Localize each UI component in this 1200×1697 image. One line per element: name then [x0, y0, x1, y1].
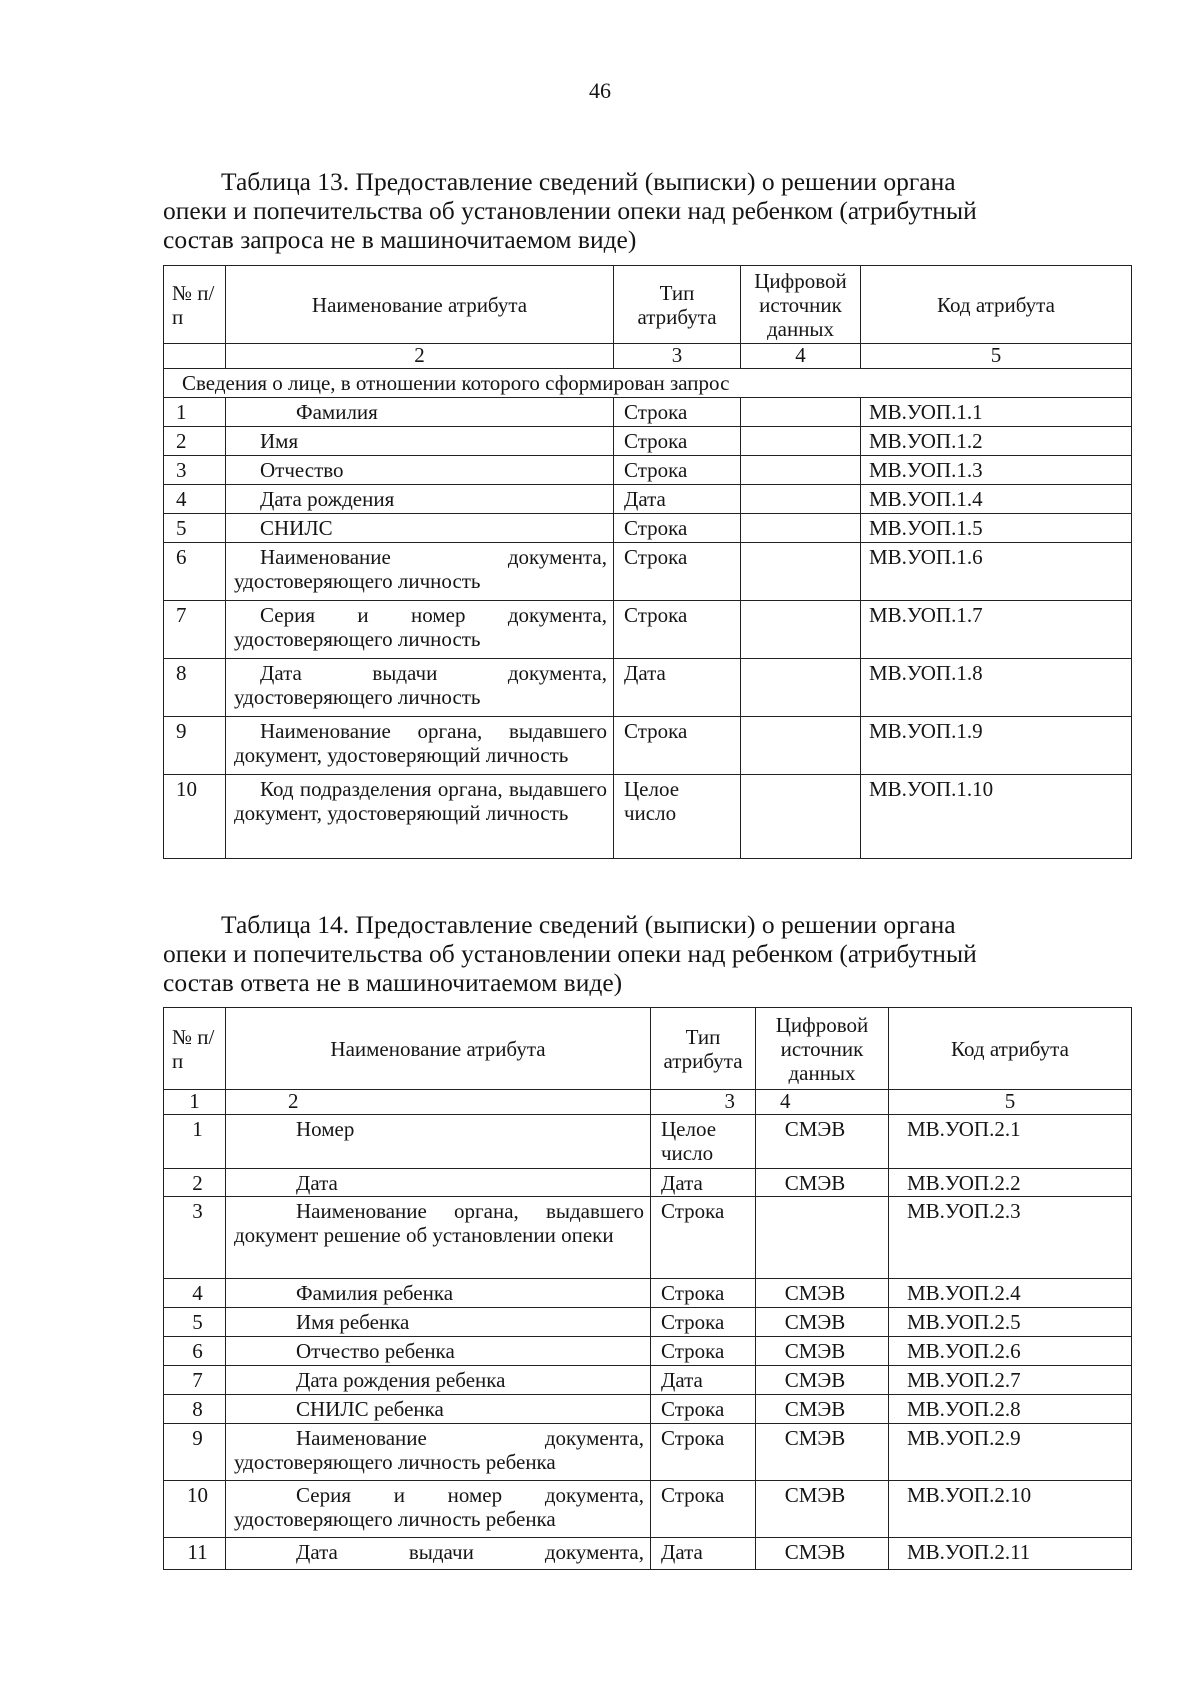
- row-name: [226, 717, 614, 775]
- row-num: 7: [164, 601, 226, 659]
- row-num: 11: [164, 1538, 226, 1570]
- table-row: [164, 717, 1132, 775]
- page-number: 46: [589, 78, 611, 103]
- row-code: МВ.УОП.1.9: [861, 717, 1132, 775]
- table-row: [164, 659, 1132, 717]
- table-row: [164, 485, 1132, 514]
- row-code: МВ.УОП.2.1: [889, 1115, 1132, 1169]
- column-number-row: [164, 1090, 1132, 1115]
- row-source: [741, 456, 861, 485]
- row-name: [226, 543, 614, 601]
- column-number: 4: [756, 1090, 889, 1115]
- table-row: [164, 775, 1132, 859]
- row-source: [741, 717, 861, 775]
- row-name-text: Имя: [260, 429, 299, 453]
- row-name-text: Серия и номер документа, удостоверяющего личность ребенка: [234, 1483, 644, 1531]
- row-code: МВ.УОП.1.10: [861, 775, 1132, 859]
- row-code: МВ.УОП.2.6: [889, 1337, 1132, 1366]
- row-type: Строка: [614, 717, 741, 775]
- row-name: [226, 1169, 651, 1197]
- table-row: [164, 1308, 1132, 1337]
- row-name: [226, 1366, 651, 1395]
- row-code: МВ.УОП.1.2: [861, 427, 1132, 456]
- row-code: МВ.УОП.1.4: [861, 485, 1132, 514]
- row-name-text: Наименование документа, удостоверяющего личность ребенка: [234, 1426, 644, 1474]
- table-row: [164, 1481, 1132, 1538]
- row-type: Строка: [651, 1481, 756, 1538]
- row-source: [741, 543, 861, 601]
- row-num: 2: [164, 427, 226, 456]
- row-source: СМЭВ: [756, 1308, 889, 1337]
- table-row: [164, 514, 1132, 543]
- caption-line: опеки и попечительства об установлении опеки над ребенком (атрибутный: [163, 939, 977, 968]
- row-num: 3: [164, 1197, 226, 1279]
- row-source: [741, 601, 861, 659]
- row-name: [226, 659, 614, 717]
- table-13-caption: [163, 167, 1120, 254]
- row-code: МВ.УОП.2.5: [889, 1308, 1132, 1337]
- row-name: [226, 1197, 651, 1279]
- column-number-row: [164, 344, 1132, 369]
- row-source: [741, 659, 861, 717]
- column-number: 5: [889, 1090, 1132, 1115]
- header-type: Тип атрибута: [614, 266, 741, 344]
- row-num: 10: [164, 775, 226, 859]
- row-num: 8: [164, 1395, 226, 1424]
- table-row: [164, 1279, 1132, 1308]
- row-code: МВ.УОП.1.8: [861, 659, 1132, 717]
- row-name-text: Код подразделения органа, выдавшего документ, удостоверяющий личность: [234, 777, 607, 825]
- row-type: Строка: [614, 601, 741, 659]
- row-name: [226, 485, 614, 514]
- table-row: [164, 1538, 1132, 1570]
- row-name-text: Имя ребенка: [296, 1310, 410, 1334]
- row-type: Строка: [651, 1337, 756, 1366]
- table-14: [163, 1007, 1132, 1570]
- header-name: Наименование атрибута: [226, 266, 614, 344]
- row-name: [226, 775, 614, 859]
- row-type: Строка: [651, 1197, 756, 1279]
- row-code: МВ.УОП.2.10: [889, 1481, 1132, 1538]
- row-num: 4: [164, 485, 226, 514]
- row-type: Целое число: [614, 775, 741, 859]
- table-row: [164, 427, 1132, 456]
- row-num: 10: [164, 1481, 226, 1538]
- row-num: 6: [164, 543, 226, 601]
- header-code: Код атрибута: [861, 266, 1132, 344]
- row-name: [226, 1538, 651, 1570]
- row-code: МВ.УОП.1.3: [861, 456, 1132, 485]
- row-code: МВ.УОП.2.11: [889, 1538, 1132, 1570]
- row-name-text: Отчество: [260, 458, 344, 482]
- column-number: [164, 344, 226, 369]
- row-name: [226, 1308, 651, 1337]
- row-num: 6: [164, 1337, 226, 1366]
- column-number: 1: [164, 1090, 226, 1115]
- row-name: [226, 1424, 651, 1481]
- row-type: Строка: [614, 427, 741, 456]
- table-row: [164, 601, 1132, 659]
- row-type: Дата: [651, 1169, 756, 1197]
- row-source: СМЭВ: [756, 1337, 889, 1366]
- row-name-text: Фамилия ребенка: [296, 1281, 454, 1305]
- row-source: [741, 485, 861, 514]
- row-name-text: СНИЛС ребенка: [296, 1397, 444, 1421]
- header-row: [164, 1008, 1132, 1090]
- row-name: [226, 1481, 651, 1538]
- row-num: 2: [164, 1169, 226, 1197]
- header-name: Наименование атрибута: [226, 1008, 651, 1090]
- row-source: СМЭВ: [756, 1538, 889, 1570]
- row-source: СМЭВ: [756, 1115, 889, 1169]
- column-number: 5: [861, 344, 1132, 369]
- table-row: [164, 1424, 1132, 1481]
- row-type: Строка: [614, 398, 741, 427]
- row-name-text: Наименование органа, выдавшего документ решение об установлении опеки: [234, 1199, 644, 1247]
- row-source: СМЭВ: [756, 1395, 889, 1424]
- table-13: [163, 265, 1132, 859]
- row-name-text: Наименование документа, удостоверяющего личность: [234, 545, 607, 593]
- table-row: [164, 456, 1132, 485]
- row-num: 5: [164, 1308, 226, 1337]
- row-code: МВ.УОП.2.3: [889, 1197, 1132, 1279]
- column-number: 3: [614, 344, 741, 369]
- row-type: Строка: [651, 1308, 756, 1337]
- column-number: 4: [741, 344, 861, 369]
- header-type: Тип атрибута: [651, 1008, 756, 1090]
- row-num: 8: [164, 659, 226, 717]
- row-name: [226, 1115, 651, 1169]
- section-title: Сведения о лице, в отношении которого сформирован запрос: [164, 369, 1132, 398]
- row-name-text: Отчество ребенка: [296, 1339, 455, 1363]
- caption-line: состав запроса не в машиночитаемом виде): [163, 225, 637, 254]
- row-code: МВ.УОП.1.7: [861, 601, 1132, 659]
- column-number: 2: [226, 1090, 651, 1115]
- row-code: МВ.УОП.2.8: [889, 1395, 1132, 1424]
- table-row: [164, 1395, 1132, 1424]
- row-source: [741, 514, 861, 543]
- caption-line: состав ответа не в машиночитаемом виде): [163, 968, 623, 997]
- row-code: МВ.УОП.2.4: [889, 1279, 1132, 1308]
- row-code: МВ.УОП.1.1: [861, 398, 1132, 427]
- row-name-text: Дата: [296, 1171, 338, 1195]
- header-code: Код атрибута: [889, 1008, 1132, 1090]
- row-type: Строка: [614, 543, 741, 601]
- row-code: МВ.УОП.2.9: [889, 1424, 1132, 1481]
- row-source: СМЭВ: [756, 1481, 889, 1538]
- row-type: Целое число: [651, 1115, 756, 1169]
- row-num: 4: [164, 1279, 226, 1308]
- table-row: [164, 1115, 1132, 1169]
- row-code: МВ.УОП.1.6: [861, 543, 1132, 601]
- row-name-text: Фамилия: [296, 400, 378, 424]
- row-name: [226, 1395, 651, 1424]
- table-row: [164, 543, 1132, 601]
- row-num: 7: [164, 1366, 226, 1395]
- row-num: 5: [164, 514, 226, 543]
- row-type: Строка: [651, 1279, 756, 1308]
- row-source: СМЭВ: [756, 1169, 889, 1197]
- row-name: [226, 456, 614, 485]
- row-type: Строка: [651, 1395, 756, 1424]
- row-num: 9: [164, 1424, 226, 1481]
- header-row: [164, 266, 1132, 344]
- row-type: Дата: [651, 1366, 756, 1395]
- table-row: [164, 398, 1132, 427]
- row-name: [226, 1279, 651, 1308]
- column-number: 2: [226, 344, 614, 369]
- row-name-text: Номер: [296, 1117, 355, 1141]
- row-name-text: Серия и номер документа, удостоверяющего личность: [234, 603, 607, 651]
- row-name-text: Наименование органа, выдавшего документ, удостоверяющий личность: [234, 719, 607, 767]
- row-name-text: СНИЛС: [260, 516, 333, 540]
- header-source: Цифровой источник данных: [741, 266, 861, 344]
- row-code: МВ.УОП.2.7: [889, 1366, 1132, 1395]
- caption-line: Таблица 14. Предоставление сведений (выписки) о решении органа: [221, 910, 956, 939]
- row-source: СМЭВ: [756, 1366, 889, 1395]
- header-num: № п/п: [164, 1008, 226, 1090]
- row-name: [226, 427, 614, 456]
- row-name: [226, 601, 614, 659]
- row-type: Строка: [651, 1424, 756, 1481]
- row-source: СМЭВ: [756, 1424, 889, 1481]
- row-source: [741, 427, 861, 456]
- row-name-text: Дата рождения: [260, 487, 395, 511]
- row-name: [226, 398, 614, 427]
- row-type: Строка: [614, 514, 741, 543]
- table-row: [164, 1197, 1132, 1279]
- table-14-caption: [163, 910, 1120, 997]
- header-num: № п/п: [164, 266, 226, 344]
- table-row: [164, 1337, 1132, 1366]
- row-source: [741, 775, 861, 859]
- row-num: 1: [164, 1115, 226, 1169]
- column-number: 3: [651, 1090, 756, 1115]
- row-code: МВ.УОП.1.5: [861, 514, 1132, 543]
- row-name-text: Дата выдачи документа,: [296, 1540, 644, 1564]
- caption-line: опеки и попечительства об установлении опеки над ребенком (атрибутный: [163, 196, 977, 225]
- caption-line: Таблица 13. Предоставление сведений (выписки) о решении органа: [221, 167, 956, 196]
- row-type: Дата: [614, 485, 741, 514]
- row-code: МВ.УОП.2.2: [889, 1169, 1132, 1197]
- row-name-text: Дата рождения ребенка: [296, 1368, 506, 1392]
- row-type: Дата: [651, 1538, 756, 1570]
- section-row: [164, 369, 1132, 398]
- row-num: 1: [164, 398, 226, 427]
- table-row: [164, 1366, 1132, 1395]
- header-source: Цифровой источник данных: [756, 1008, 889, 1090]
- row-source: [756, 1197, 889, 1279]
- row-name: [226, 1337, 651, 1366]
- row-num: 3: [164, 456, 226, 485]
- row-name: [226, 514, 614, 543]
- row-name-text: Дата выдачи документа, удостоверяющего личность: [234, 661, 607, 709]
- row-type: Строка: [614, 456, 741, 485]
- row-type: Дата: [614, 659, 741, 717]
- row-num: 9: [164, 717, 226, 775]
- table-row: [164, 1169, 1132, 1197]
- row-source: СМЭВ: [756, 1279, 889, 1308]
- row-source: [741, 398, 861, 427]
